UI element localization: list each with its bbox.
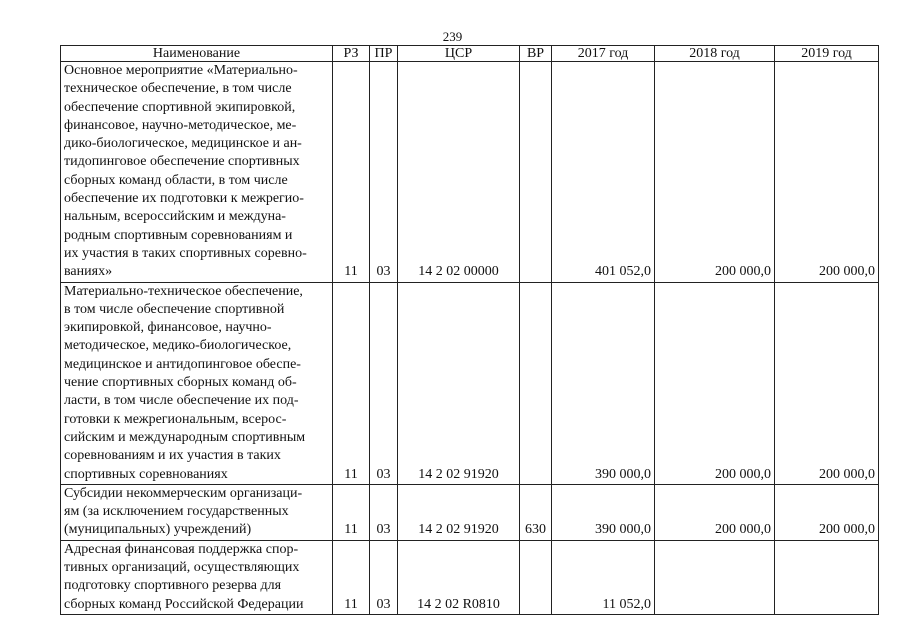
- table-row: [61, 484, 879, 540]
- row-2019: 200 000,0: [775, 62, 879, 283]
- row-rz: 11: [333, 484, 370, 540]
- table-row: [61, 282, 879, 484]
- row-vr: [520, 282, 552, 484]
- row-pr: 03: [370, 282, 398, 484]
- row-pr: 03: [370, 540, 398, 614]
- row-2018: [655, 540, 775, 614]
- row-csr: 14 2 02 91920: [398, 282, 520, 484]
- row-2018: 200 000,0: [655, 62, 775, 283]
- header-2019: 2019 год: [775, 46, 879, 62]
- row-csr: 14 2 02 00000: [398, 62, 520, 283]
- header-2018: 2018 год: [655, 46, 775, 62]
- row-name: Адресная финансовая поддержка спор- тивных организаций, осуществляющих подготовку спортивного резерва для сборных команд Российской Федерации: [61, 540, 333, 614]
- row-rz: 11: [333, 540, 370, 614]
- row-2017: 11 052,0: [552, 540, 655, 614]
- row-csr: 14 2 02 R0810: [398, 540, 520, 614]
- row-2019: 200 000,0: [775, 282, 879, 484]
- row-2017: 401 052,0: [552, 62, 655, 283]
- row-vr: 630: [520, 484, 552, 540]
- row-name: Субсидии некоммерческим организаци- ям (за исключением государственных (муниципальных) учреждений): [61, 484, 333, 540]
- budget-table: [60, 45, 879, 615]
- row-2017: 390 000,0: [552, 484, 655, 540]
- row-2017: 390 000,0: [552, 282, 655, 484]
- row-2018: 200 000,0: [655, 282, 775, 484]
- header-2017: 2017 год: [552, 46, 655, 62]
- table-row: [61, 540, 879, 614]
- row-rz: 11: [333, 62, 370, 283]
- row-rz: 11: [333, 282, 370, 484]
- row-pr: 03: [370, 484, 398, 540]
- row-name: Основное мероприятие «Материально- техническое обеспечение, в том числе обеспечение спортивной экипировкой, финансовое, научно-методическое, ме- дико-биологическое, медицинское и ан- тидопинговое обеспечение спортивных сборных команд области, в том числе обеспечение их подготовки к межрегио- нальным, всероссийским и междуна- родным спортивным соревнованиям и их участия в таких спортивных соревно- ваниях»: [61, 62, 333, 283]
- row-2019: 200 000,0: [775, 484, 879, 540]
- row-vr: [520, 540, 552, 614]
- table-row: [61, 62, 879, 283]
- row-2018: 200 000,0: [655, 484, 775, 540]
- row-vr: [520, 62, 552, 283]
- row-name: Материально-техническое обеспечение, в том числе обеспечение спортивной экипировкой, финансовое, научно- методическое, медико-биологическое, медицинское и антидопинговое обеспе- чение спортивных сборных команд об- ласти, в том числе обеспечение их под- готовки к межрегиональным, всерос- сийским и международным спортивным соревнованиям и их участия в таких спортивных соревнованиях: [61, 282, 333, 484]
- header-vr: ВР: [520, 46, 552, 62]
- row-pr: 03: [370, 62, 398, 283]
- row-2019: [775, 540, 879, 614]
- page-number: 239: [442, 29, 463, 44]
- row-csr: 14 2 02 91920: [398, 484, 520, 540]
- header-rz: РЗ: [333, 46, 370, 62]
- header-name: Наименование: [61, 46, 333, 62]
- header-csr: ЦСР: [398, 46, 520, 62]
- table-header-row: [61, 46, 879, 62]
- header-pr: ПР: [370, 46, 398, 62]
